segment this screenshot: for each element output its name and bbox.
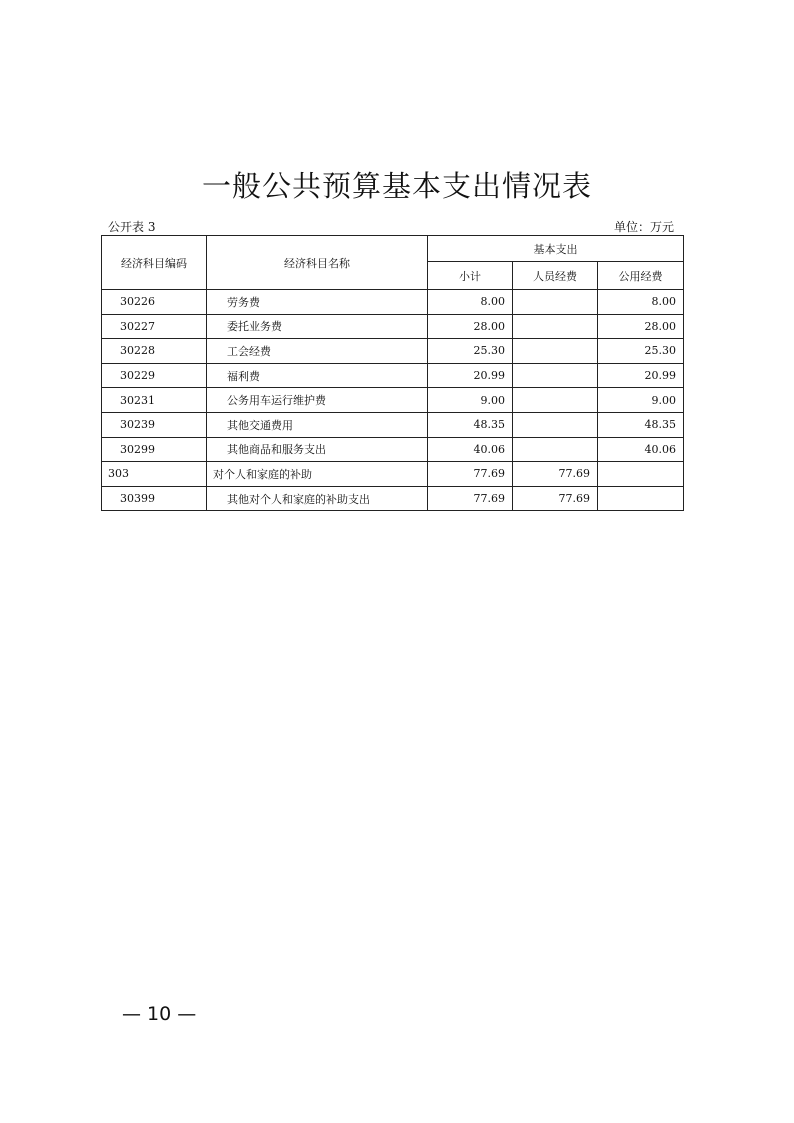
cell-name: 对个人和家庭的补助 <box>207 462 428 487</box>
cell-name: 劳务费 <box>207 290 428 315</box>
header-public: 公用经费 <box>598 262 684 290</box>
cell-personnel <box>513 388 598 413</box>
cell-public: 9.00 <box>598 388 684 413</box>
cell-public: 28.00 <box>598 314 684 339</box>
expenditure-table <box>101 235 684 511</box>
cell-personnel <box>513 437 598 462</box>
cell-public: 48.35 <box>598 412 684 437</box>
cell-name: 其他交通费用 <box>207 412 428 437</box>
cell-code: 30229 <box>102 363 207 388</box>
cell-personnel <box>513 412 598 437</box>
cell-code: 30239 <box>102 412 207 437</box>
cell-name: 其他商品和服务支出 <box>207 437 428 462</box>
page-number: — 10 — <box>122 1003 197 1025</box>
cell-personnel <box>513 363 598 388</box>
cell-subtotal: 8.00 <box>428 290 513 315</box>
cell-personnel: 77.69 <box>513 486 598 511</box>
cell-public: 25.30 <box>598 339 684 364</box>
cell-name: 委托业务费 <box>207 314 428 339</box>
table-row <box>102 412 684 437</box>
table-row <box>102 462 684 487</box>
cell-code: 30228 <box>102 339 207 364</box>
cell-public <box>598 486 684 511</box>
table-row <box>102 437 684 462</box>
header-code: 经济科目编码 <box>102 236 207 290</box>
cell-subtotal: 9.00 <box>428 388 513 413</box>
page-title: 一般公共预算基本支出情况表 <box>201 169 592 203</box>
cell-code: 30227 <box>102 314 207 339</box>
table-number: 公开表 3 <box>108 220 156 234</box>
cell-subtotal: 77.69 <box>428 486 513 511</box>
cell-personnel <box>513 339 598 364</box>
cell-personnel <box>513 314 598 339</box>
unit-label: 单位：万元 <box>613 220 674 234</box>
cell-personnel <box>513 290 598 315</box>
cell-subtotal: 20.99 <box>428 363 513 388</box>
cell-public <box>598 462 684 487</box>
cell-subtotal: 25.30 <box>428 339 513 364</box>
cell-name: 工会经费 <box>207 339 428 364</box>
table-row <box>102 290 684 315</box>
header-name: 经济科目名称 <box>207 236 428 290</box>
cell-name: 其他对个人和家庭的补助支出 <box>207 486 428 511</box>
cell-name: 公务用车运行维护费 <box>207 388 428 413</box>
table-row <box>102 363 684 388</box>
header-personnel: 人员经费 <box>513 262 598 290</box>
cell-public: 20.99 <box>598 363 684 388</box>
cell-name: 福利费 <box>207 363 428 388</box>
cell-public: 8.00 <box>598 290 684 315</box>
table-row <box>102 486 684 511</box>
table-row <box>102 339 684 364</box>
cell-subtotal: 77.69 <box>428 462 513 487</box>
header-basic-expenditure: 基本支出 <box>428 236 684 262</box>
cell-subtotal: 40.06 <box>428 437 513 462</box>
table-row <box>102 388 684 413</box>
cell-code: 30399 <box>102 486 207 511</box>
header-subtotal: 小计 <box>428 262 513 290</box>
cell-code: 30299 <box>102 437 207 462</box>
table-row <box>102 314 684 339</box>
cell-subtotal: 48.35 <box>428 412 513 437</box>
cell-public: 40.06 <box>598 437 684 462</box>
cell-subtotal: 28.00 <box>428 314 513 339</box>
cell-code: 303 <box>102 462 207 487</box>
cell-code: 30226 <box>102 290 207 315</box>
cell-personnel: 77.69 <box>513 462 598 487</box>
cell-code: 30231 <box>102 388 207 413</box>
